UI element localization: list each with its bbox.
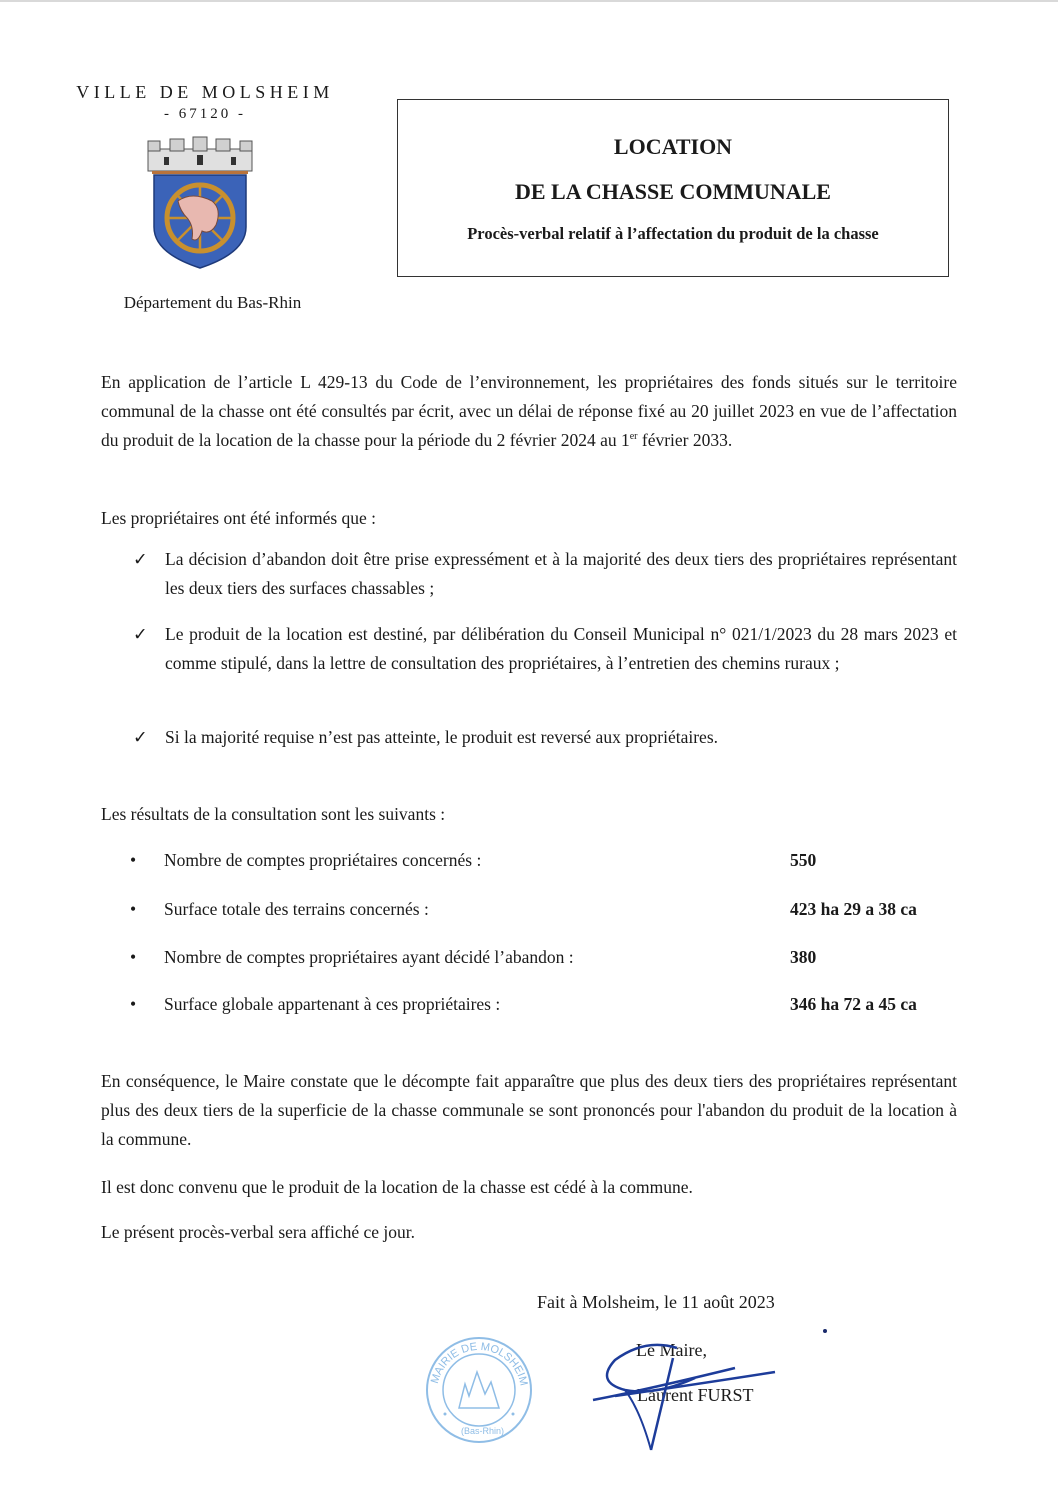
document-title-box xyxy=(397,99,949,277)
result-label: Surface globale appartenant à ces propriétaires : xyxy=(164,994,501,1014)
mayor-title: Le Maire, xyxy=(636,1340,707,1360)
conclusion-paragraph: En conséquence, le Maire constate que le décompte fait apparaître que plus des deux tiers des propriétaires représentant plus des deux tiers de la superficie de la chasse communale se sont prononcés pour l'abandon du produit de la location à la commune. xyxy=(101,1071,957,1149)
intro-text: En application de l’article L 429-13 du Code de l’environnement, les propriétaires des fonds situés sur le territoire communal de la chasse ont été consultés par écrit, avec un délai de réponse fixé au 20 juillet 2023 en vue de l’affectation du produit de la location de la chasse pour la période du 2 février 2024 au 1 xyxy=(101,372,957,450)
postal-code: - 67120 - xyxy=(164,106,246,122)
place-and-date: Fait à Molsheim, le 11 août 2023 xyxy=(537,1292,775,1312)
result-label: Nombre de comptes propriétaires concernés : xyxy=(164,850,482,870)
result-value: 380 xyxy=(790,947,817,967)
check-item xyxy=(133,620,957,678)
result-value: 423 ha 29 a 38 ca xyxy=(790,899,917,919)
bullet-icon: • xyxy=(130,850,137,870)
intro-paragraph xyxy=(101,368,957,455)
decision-paragraph: Il est donc convenu que le produit de la location de la chasse est cédé à la commune. xyxy=(101,1177,693,1197)
result-label: Nombre de comptes propriétaires ayant décidé l’abandon : xyxy=(164,947,574,967)
handwritten-signature-icon xyxy=(585,1330,785,1460)
bullet-icon: • xyxy=(130,947,137,967)
check-item-text: La décision d’abandon doit être prise expressément et à la majorité des deux tiers des propriétaires représentant les deux tiers des surfaces chassables ; xyxy=(165,549,957,598)
checkmark-icon: ✓ xyxy=(133,727,148,747)
title-line-1: LOCATION xyxy=(613,134,733,159)
ink-dot xyxy=(823,1329,827,1333)
informed-lead: Les propriétaires ont été informés que : xyxy=(101,508,377,528)
check-item-text: Le produit de la location est destiné, par délibération du Conseil Municipal n° 021/1/2023 du 28 mars 2023 et comme stipulé, dans la lettre de consultation des propriétaires, à l’entretien des chemins ruraux ; xyxy=(165,624,957,673)
page-top-edge xyxy=(0,0,1058,2)
result-value: 550 xyxy=(790,850,817,870)
department-label: Département du Bas-Rhin xyxy=(123,293,302,312)
coat-of-arms-icon xyxy=(140,135,260,270)
result-row xyxy=(130,846,960,875)
intro-text-end: février 2033. xyxy=(637,430,733,450)
document-subtitle: Procès-verbal relatif à l’affectation du produit de la chasse xyxy=(467,224,879,243)
results-lead: Les résultats de la consultation sont les suivants : xyxy=(101,804,446,824)
result-value: 346 ha 72 a 45 ca xyxy=(790,994,917,1014)
result-row xyxy=(130,895,960,924)
checkmark-icon: ✓ xyxy=(133,624,148,644)
title-line-2: DE LA CHASSE COMMUNALE xyxy=(515,179,831,204)
result-label: Surface totale des terrains concernés : xyxy=(164,899,429,919)
posting-paragraph: Le présent procès-verbal sera affiché ce jour. xyxy=(101,1222,416,1242)
result-row xyxy=(130,943,960,972)
svg-text:MAIRIE DE MOLSHEIM: MAIRIE DE MOLSHEIM xyxy=(428,1340,530,1387)
bullet-icon: • xyxy=(130,899,137,919)
bullet-icon: • xyxy=(130,994,137,1014)
town-hall-stamp-icon xyxy=(425,1336,533,1444)
check-item xyxy=(133,545,957,603)
result-row xyxy=(130,990,960,1019)
city-name: VILLE DE MOLSHEIM xyxy=(76,82,334,102)
mayor-name: Laurent FURST xyxy=(637,1385,754,1405)
check-item xyxy=(133,723,957,752)
superscript-er: er xyxy=(629,431,638,443)
checkmark-icon: ✓ xyxy=(133,549,148,569)
svg-text:(Bas-Rhin): (Bas-Rhin) xyxy=(461,1426,505,1436)
check-item-text: Si la majorité requise n’est pas atteinte, le produit est reversé aux propriétaires. xyxy=(165,727,719,747)
